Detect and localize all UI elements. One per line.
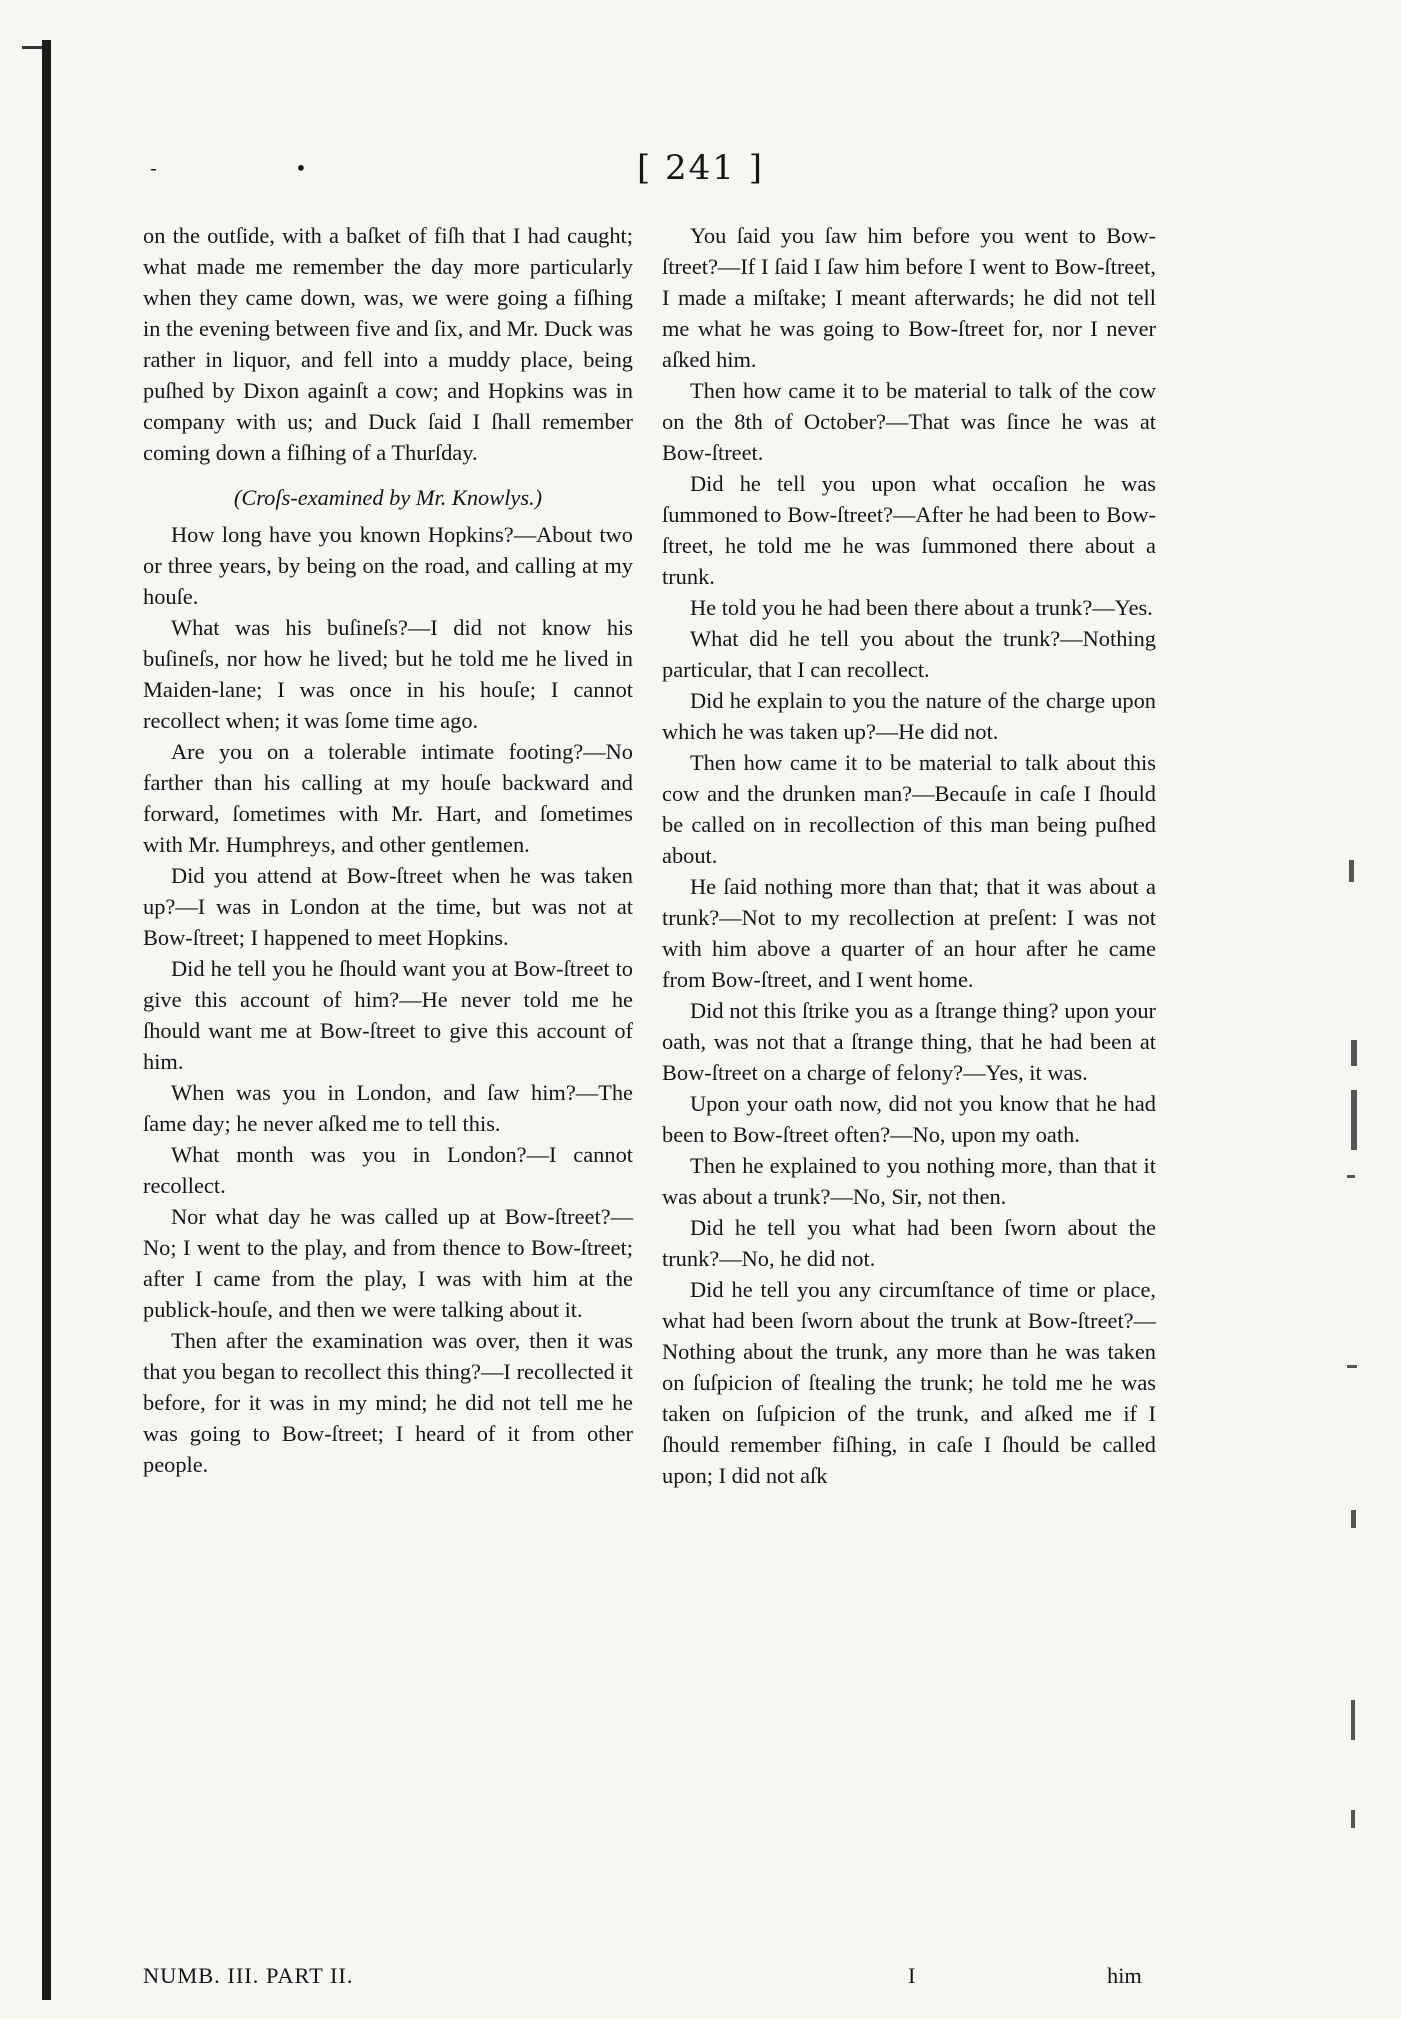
left-column (143, 220, 633, 1480)
paragraph: Are you on a tolerable intimate footing?—No farther than his calling at my houſe backward and forward, ſometimes with Mr. Hart, and ſometimes with Mr. Humphreys, and other gentlemen. (143, 739, 633, 857)
signature-mark: NUMB. III. PART II. (143, 1963, 354, 1988)
paragraph: What month was you in London?—I cannot recollect. (143, 1142, 633, 1198)
scan-binding-edge (42, 40, 51, 2000)
paragraph: How long have you known Hopkins?—About two or three years, by being on the road, and calling at my houſe. (143, 522, 633, 609)
paragraph: Did he tell you any circumſtance of time or place, what had been ſworn about the trunk at Bow-ſtreet?—Nothing about the trunk, any more than he was taken on ſuſpicion of ſtealing the trunk; he told me he was taken on ſuſpicion of the trunk, and aſked me if I ſhould remember fiſhing, in caſe I ſhould be called upon; I did not aſk (662, 1277, 1156, 1488)
right-column (662, 220, 1156, 1491)
paragraph: Did not this ſtrike you as a ſtrange thing? upon your oath, was not that a ſtrange thing, that he had been at Bow-ſtreet on a charge of felony?—Yes, it was. (662, 998, 1156, 1085)
scan-mark (22, 46, 42, 49)
paragraph: Did he tell you what had been ſworn about the trunk?—No, he did not. (662, 1215, 1156, 1271)
scan-noise-right (1311, 0, 1401, 2019)
paragraph: on the outſide, with a baſket of fiſh that I had caught; what made me remember the day more particularly when they came down, was, we were going a fiſhing in the evening between five and ſix, and Mr. Duck was rather in liquor, and fell into a muddy place, being puſhed by Dixon againſt a cow; and Hopkins was in company with us; and Duck ſaid I ſhall remember coming down a fiſhing of a Thurſday. (143, 223, 633, 465)
paragraph: Did he explain to you the nature of the charge upon which he was taken up?—He did not. (662, 688, 1156, 744)
paragraph: Upon your oath now, did not you know that he had been to Bow-ſtreet often?—No, upon my oath. (662, 1091, 1156, 1147)
page-number-text: [ 241 ] (636, 148, 765, 188)
scan-dot: • (295, 156, 309, 180)
paragraph: Then how came it to be material to talk about this cow and the drunken man?—Becauſe in caſe I ſhould be called on in recollection of this man being puſhed about. (662, 750, 1156, 868)
paragraph: What was his buſineſs?—I did not know his buſineſs, nor how he lived; but he told me he lived in Maiden-lane; I was once in his houſe; I cannot recollect when; it was ſome time ago. (143, 615, 633, 733)
signature-letter: I (908, 1963, 916, 1988)
paragraph: Then how came it to be material to talk of the cow on the 8th of October?—That was ſince he was at Bow-ſtreet. (662, 378, 1156, 465)
paragraph: Did he tell you he ſhould want you at Bow-ſtreet to give this account of him?—He never told me he ſhould want me at Bow-ſtreet to give this account of him. (143, 956, 633, 1074)
scan-dot: - (150, 156, 159, 180)
catchword: him (1107, 1963, 1142, 1988)
section-heading: (Croſs-examined by Mr. Knowlys.) (233, 485, 543, 510)
paragraph: Did you attend at Bow-ſtreet when he was taken up?—I was in London at the time, but was not at Bow-ſtreet; I happened to meet Hopkins. (143, 863, 633, 950)
paragraph: He ſaid nothing more than that; that it was about a trunk?—Not to my recollection at preſent: I was not with him above a quarter of an hour after he came from Bow-ſtreet, and I went home. (662, 874, 1156, 992)
paragraph: Then he explained to you nothing more, than that it was about a trunk?—No, Sir, not then. (662, 1153, 1156, 1209)
paragraph: Did he tell you upon what occaſion he was ſummoned to Bow-ſtreet?—After he had been to Bow-ſtreet, he told me he was ſummoned there about a trunk. (662, 471, 1156, 589)
paragraph: When was you in London, and ſaw him?—The ſame day; he never aſked me to tell this. (143, 1080, 633, 1136)
paragraph: What did he tell you about the trunk?—Nothing particular, that I can recollect. (662, 626, 1156, 682)
page-number (0, 148, 1401, 188)
paragraph: You ſaid you ſaw him before you went to Bow-ſtreet?—If I ſaid I ſaw him before I went to Bow-ſtreet, I made a miſtake; I meant afterwards; he did not tell me what he was going to Bow-ſtreet for, nor I never aſked him. (662, 223, 1156, 372)
paragraph: He told you he had been there about a trunk?—Yes. (690, 595, 1153, 620)
paragraph: Nor what day he was called up at Bow-ſtreet?—No; I went to the play, and from thence to Bow-ſtreet; after I came from the play, I was with him at the publick-houſe, and then we were talking about it. (143, 1204, 633, 1322)
paragraph: Then after the examination was over, then it was that you began to recollect this thing?—I recollected it before, for it was in my mind; he did not tell me he was going to Bow-ſtreet; I heard of it from other people. (143, 1328, 633, 1477)
